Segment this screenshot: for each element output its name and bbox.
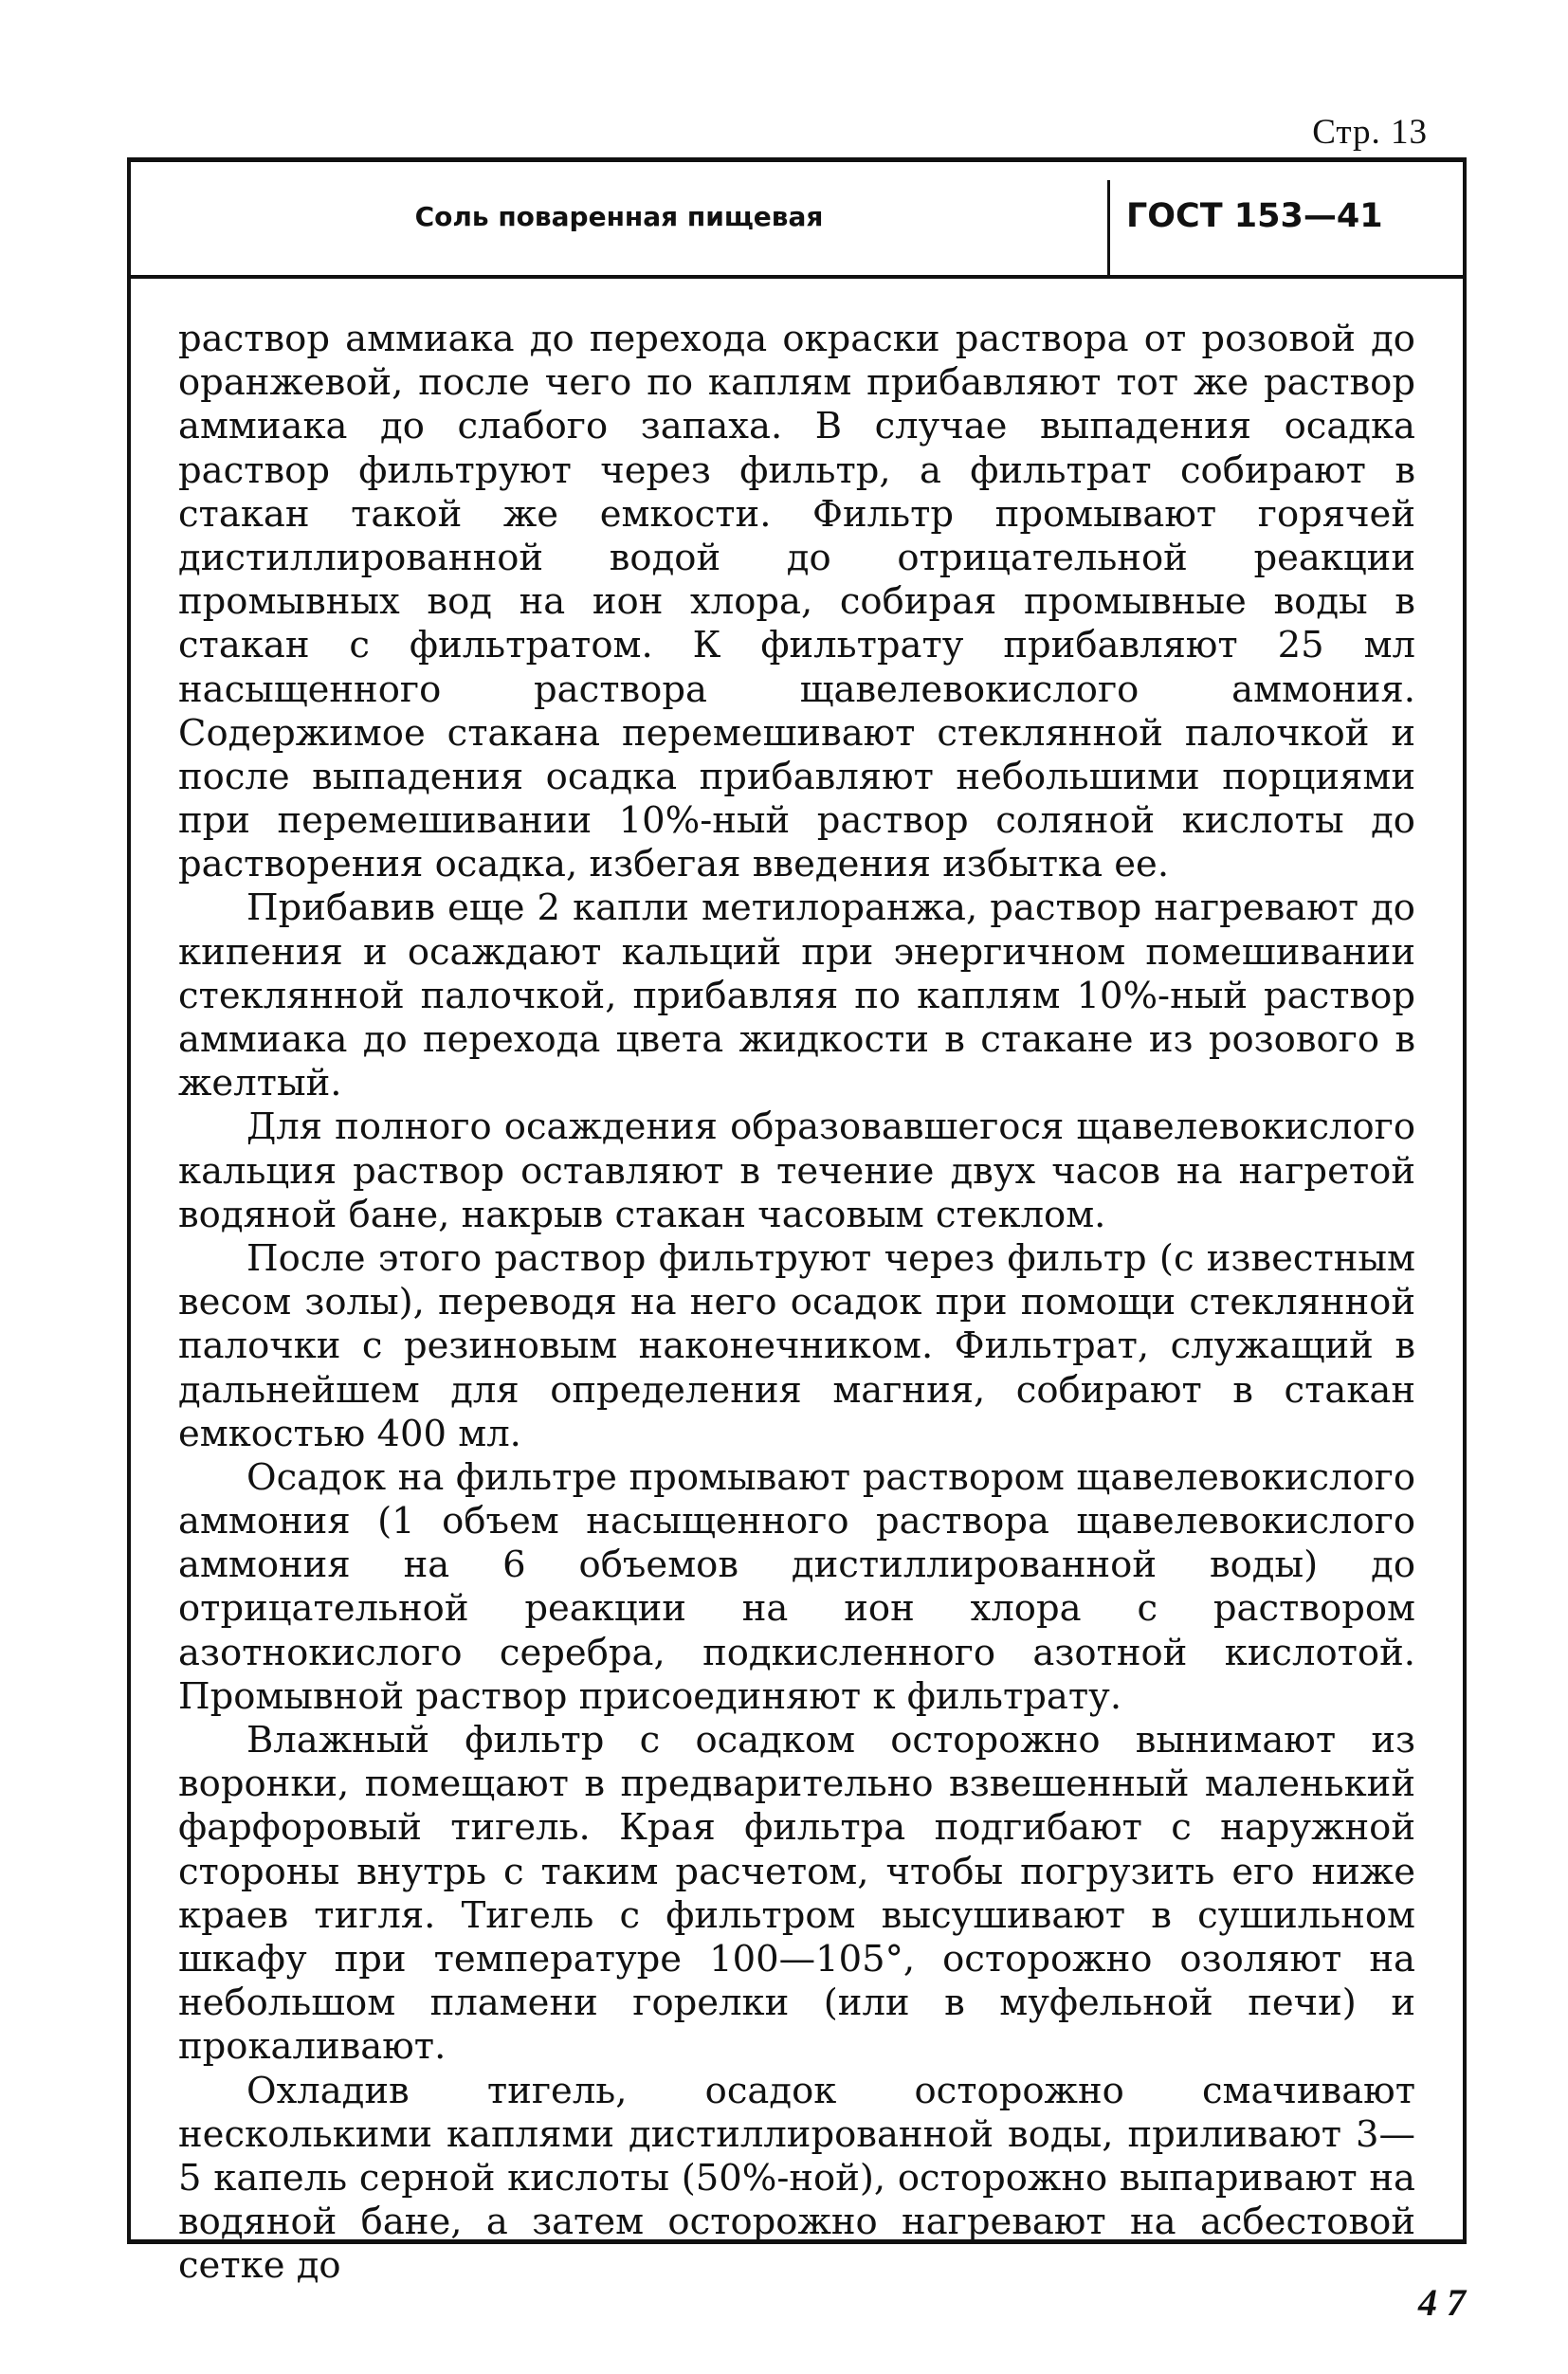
document-title: Соль поваренная пищевая xyxy=(414,201,824,232)
header-divider xyxy=(1107,180,1110,275)
standard-number: ГОСТ 153—41 xyxy=(1126,197,1383,235)
body-text xyxy=(178,318,1415,2288)
paragraph: Влажный фильтр с осадком осторожно вынимают из воронки, помещают в предварительно взвешенный маленький фарфоровый тигель. Края фильтра подгибают с наружной стороны внутрь с таким расчетом, чтобы погрузить его ниже краев тигля. Тигель с фильтром высушивают в сушильном шкафу при температуре 100—105°, осторожно озоляют на небольшом пламени горелки (или в муфельной печи) и прокаливают. xyxy=(178,1719,1415,2069)
paragraph: После этого раствор фильтруют через фильтр (с известным весом золы), переводя на него осадок при помощи стеклянной палочки с резиновым наконечником. Фильтрат, служащий в дальнейшем для определения магния, собирают в стакан емкостью 400 мл. xyxy=(178,1236,1415,1455)
paragraph: раствор аммиака до перехода окраски раствора от розовой до оранжевой, после чего по каплям прибавляют тот же раствор аммиака до слабого запаха. В случае выпадения осадка раствор фильтруют через фильтр, а фильтрат собирают в стакан такой же емкости. Фильтр промывают горячей дистиллированной водой до отрицательной реакции промывных вод на ион хлора, собирая промывные воды в стакан с фильтратом. К фильтрату прибавляют 25 мл насыщенного раствора щавелевокислого аммония. Содержимое стакана перемешивают стеклянной палочкой и после выпадения осадка прибавляют небольшими порциями при перемешивании 10%-ный раствор соляной кислоты до растворения осадка, избегая введения избытка ее. xyxy=(178,318,1415,886)
footer-mark: 4 7 xyxy=(1418,2281,1466,2324)
paragraph: Для полного осаждения образовавшегося щавелевокислого кальция раствор оставляют в течение двух часов на нагретой водяной бане, накрыв стакан часовым стеклом. xyxy=(178,1105,1415,1236)
paragraph: Осадок на фильтре промывают раствором щавелевокислого аммония (1 объем насыщенного раствора щавелевокислого аммония на 6 объемов дистиллированной воды) до отрицательной реакции на ион хлора с раствором азотнокислого серебра, подкисленного азотной кислотой. Промывной раствор присоединяют к фильтрату. xyxy=(178,1455,1415,1718)
paragraph: Охладив тигель, осадок осторожно смачивают несколькими каплями дистиллированной воды, приливают 3—5 капель серной кислоты (50%-ной), осторожно выпаривают на водяной бане, а затем осторожно нагревают на асбестовой сетке до xyxy=(178,2069,1415,2288)
page-number: Стр. 13 xyxy=(1312,113,1428,152)
header-bottom-rule xyxy=(127,275,1467,279)
paragraph: Прибавив еще 2 капли метилоранжа, раствор нагревают до кипения и осаждают кальций при энергичном помешивании стеклянной палочкой, прибавляя по каплям 10%-ный раствор аммиака до перехода цвета жидкости в стакане из розового в желтый. xyxy=(178,886,1415,1105)
